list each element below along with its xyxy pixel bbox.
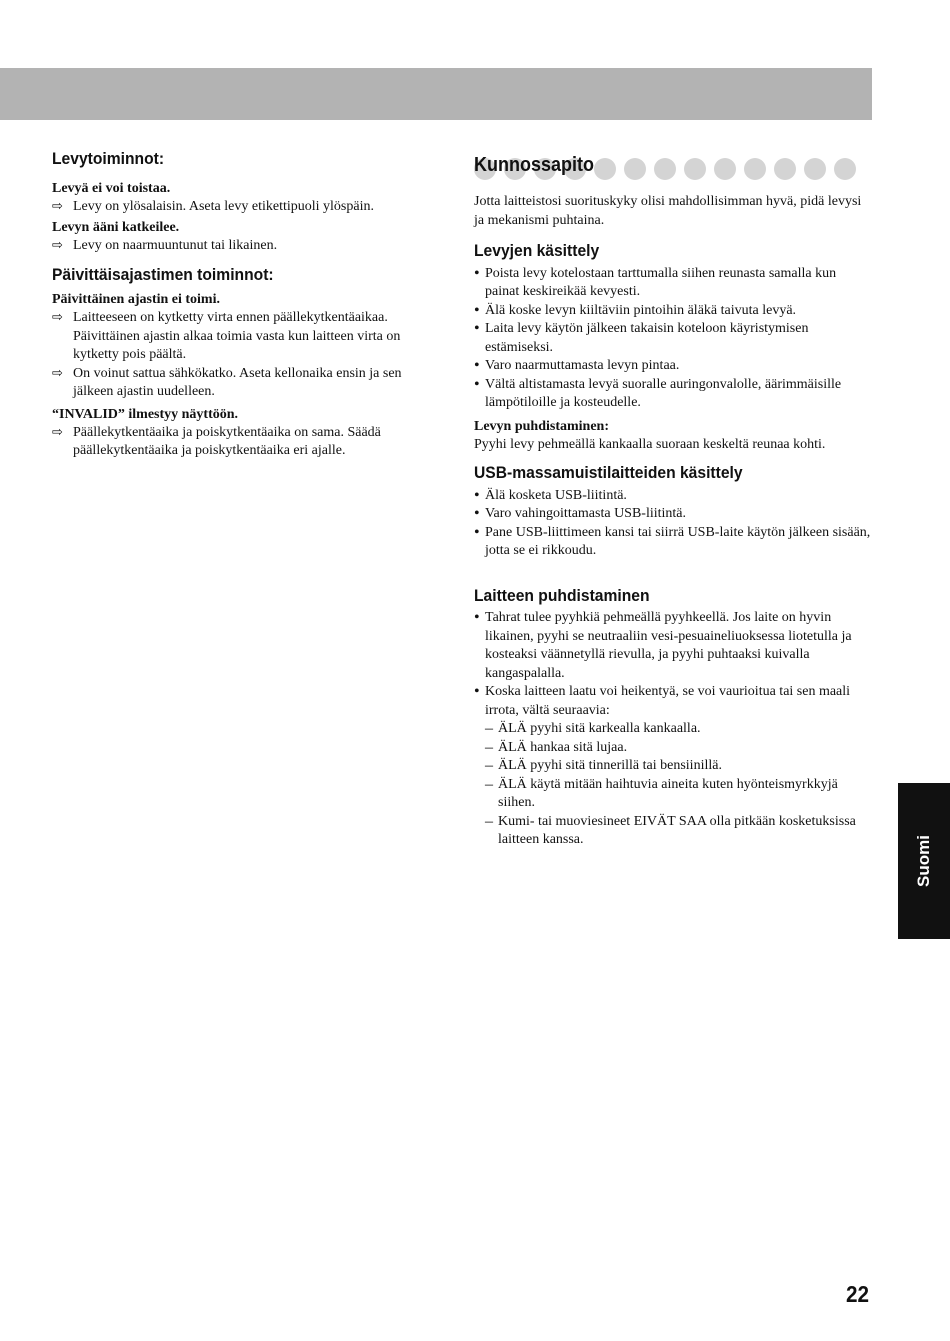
problem-heading: “INVALID” ilmestyy näyttöön. xyxy=(52,406,239,422)
bullet-icon: • xyxy=(474,486,480,504)
dash-icon: – xyxy=(485,738,493,756)
bullet-icon: • xyxy=(474,301,480,319)
language-tab-label: Suomi xyxy=(914,835,933,887)
solution-text: On voinut sattua sähkökatko. Aseta kellonaika ensin ja sen jälkeen ajastin uudelleen. xyxy=(73,365,402,399)
dash-item xyxy=(474,720,872,739)
dash-item xyxy=(474,776,872,813)
arrow-icon: ⇨ xyxy=(52,310,63,325)
section-title: Levytoiminnot: xyxy=(52,149,165,168)
list-item xyxy=(474,524,872,561)
bullet-list xyxy=(474,487,872,561)
page-number: 22 xyxy=(846,1281,870,1307)
problem-heading: Päivittäinen ajastin ei toimi. xyxy=(52,292,220,307)
list-item-text: ÄLÄ pyyhi sitä karkealla kankaalla. xyxy=(498,721,701,736)
solution-text: Laitteeseen on kytketty virta ennen päällekytkentäaikaa. Päivittäinen ajastin alkaa toimia vasta kun laitteen virta on kytketty pois päältä. xyxy=(73,310,401,362)
arrow-icon: ⇨ xyxy=(52,198,63,214)
section-title: USB-massamuistilaitteiden käsittely xyxy=(474,463,743,482)
bullet-icon: • xyxy=(474,683,480,700)
arrow-icon: ⇨ xyxy=(52,365,63,381)
list-item xyxy=(474,376,872,413)
problem-heading: Levyn ääni katkeilee. xyxy=(52,220,180,235)
solution-text: Levy on naarmuuntunut tai likainen. xyxy=(73,238,278,253)
problem-heading: Levyä ei voi toistaa. xyxy=(52,180,171,196)
bullet-icon: • xyxy=(474,264,480,282)
language-tab xyxy=(898,783,950,939)
list-item-text: ÄLÄ pyyhi sitä tinnerillä tai bensiinillä. xyxy=(498,758,722,773)
bullet-icon: • xyxy=(474,523,480,541)
dash-item xyxy=(474,813,872,850)
left-column xyxy=(52,150,444,461)
list-item xyxy=(474,357,872,376)
dash-icon: – xyxy=(485,812,493,830)
list-item xyxy=(474,609,872,683)
list-item xyxy=(474,320,872,357)
list-item-text: Älä kosketa USB-liitintä. xyxy=(485,487,627,503)
list-item-text: Poista levy kotelostaan tarttumalla siihen reunasta samalla kun painat keskireikää kevyesti. xyxy=(485,265,837,299)
solution-item xyxy=(52,424,444,461)
dash-list xyxy=(474,720,872,850)
intro-text: Jotta laitteistosi suorituskyky olisi mahdollisimman hyvä, pidä levysi ja mekanismi puhtaina. xyxy=(474,194,862,228)
body-text: Pyyhi levy pehmeällä kankaalla suoraan keskeltä reunaa kohti. xyxy=(474,436,826,452)
list-item-text: Älä koske levyn kiiltäviin pintoihin äläkä taivuta levyä. xyxy=(485,302,797,318)
bullet-icon: • xyxy=(474,375,480,393)
bullet-icon: • xyxy=(474,505,480,522)
section-title: Levyjen käsittely xyxy=(474,241,600,260)
list-item-text: Koska laitteen laatu voi heikentyä, se voi vaurioitua tai sen maali irrota, vältä seuraavia: xyxy=(485,684,851,718)
list-item xyxy=(474,505,872,524)
sub-heading: Levyn puhdistaminen: xyxy=(474,418,609,434)
dash-icon: – xyxy=(485,720,493,737)
list-item xyxy=(474,487,872,506)
list-item-text: ÄLÄ käytä mitään haihtuvia aineita kuten hyönteismyrkkyjä siihen. xyxy=(498,776,838,810)
list-item-text: Laita levy käytön jälkeen takaisin koteloon käyristymisen estämiseksi. xyxy=(485,321,809,355)
main-heading xyxy=(474,150,872,180)
arrow-icon: ⇨ xyxy=(52,424,63,440)
bullet-icon: • xyxy=(474,357,480,374)
list-item xyxy=(474,302,872,321)
right-column xyxy=(474,150,872,850)
page-title: Kunnossapito xyxy=(474,154,595,176)
list-item-text: Tahrat tulee pyyhkiä pehmeällä pyyhkeellä. Jos laite on hyvin likainen, pyyhi se neutraaliin vesi-pesuaineliuoksessa liotetulla ja kosteaksi väännetyllä rievulla, ja pyyhi puhtaaksi kuivalla kangaspalalla. xyxy=(485,610,852,681)
solution-text: Päällekytkentäaika ja poiskytkentäaika on sama. Säädä päällekytkentäaika ja poiskytkentäaika eri ajalle. xyxy=(73,424,381,458)
list-item xyxy=(474,683,872,720)
bullet-icon: • xyxy=(474,609,480,626)
solution-text: Levy on ylösalaisin. Aseta levy etikettipuoli ylöspäin. xyxy=(73,198,374,214)
list-item-text: Pane USB-liittimeen kansi tai siirrä USB-laite käytön jälkeen sisään, jotta se ei rikkoudu. xyxy=(485,524,871,558)
list-item-text: ÄLÄ hankaa sitä lujaa. xyxy=(498,739,628,755)
arrow-icon: ⇨ xyxy=(52,238,63,253)
list-item-text: Kumi- tai muoviesineet EIVÄT SAA olla pitkään kosketuksissa laitteen kanssa. xyxy=(498,813,856,847)
dash-icon: – xyxy=(485,775,493,793)
header-bar xyxy=(0,68,872,120)
section-title: Laitteen puhdistaminen xyxy=(474,585,650,605)
solution-item xyxy=(52,237,444,256)
dash-icon: – xyxy=(485,757,493,774)
solution-item xyxy=(52,365,444,402)
bullet-icon: • xyxy=(474,320,480,337)
dash-item xyxy=(474,739,872,758)
list-item-text: Varo vahingoittamasta USB-liitintä. xyxy=(485,506,687,521)
bullet-list xyxy=(474,265,872,413)
list-item-text: Vältä altistamasta levyä suoralle auringonvalolle, äärimmäisille lämpötiloille ja kosteudelle. xyxy=(485,376,842,410)
list-item xyxy=(474,265,872,302)
dash-item xyxy=(474,757,872,776)
solution-item xyxy=(52,198,444,217)
section-title: Päivittäisajastimen toiminnot: xyxy=(52,264,274,284)
solution-item xyxy=(52,309,444,365)
list-item-text: Varo naarmuttamasta levyn pintaa. xyxy=(485,358,680,373)
